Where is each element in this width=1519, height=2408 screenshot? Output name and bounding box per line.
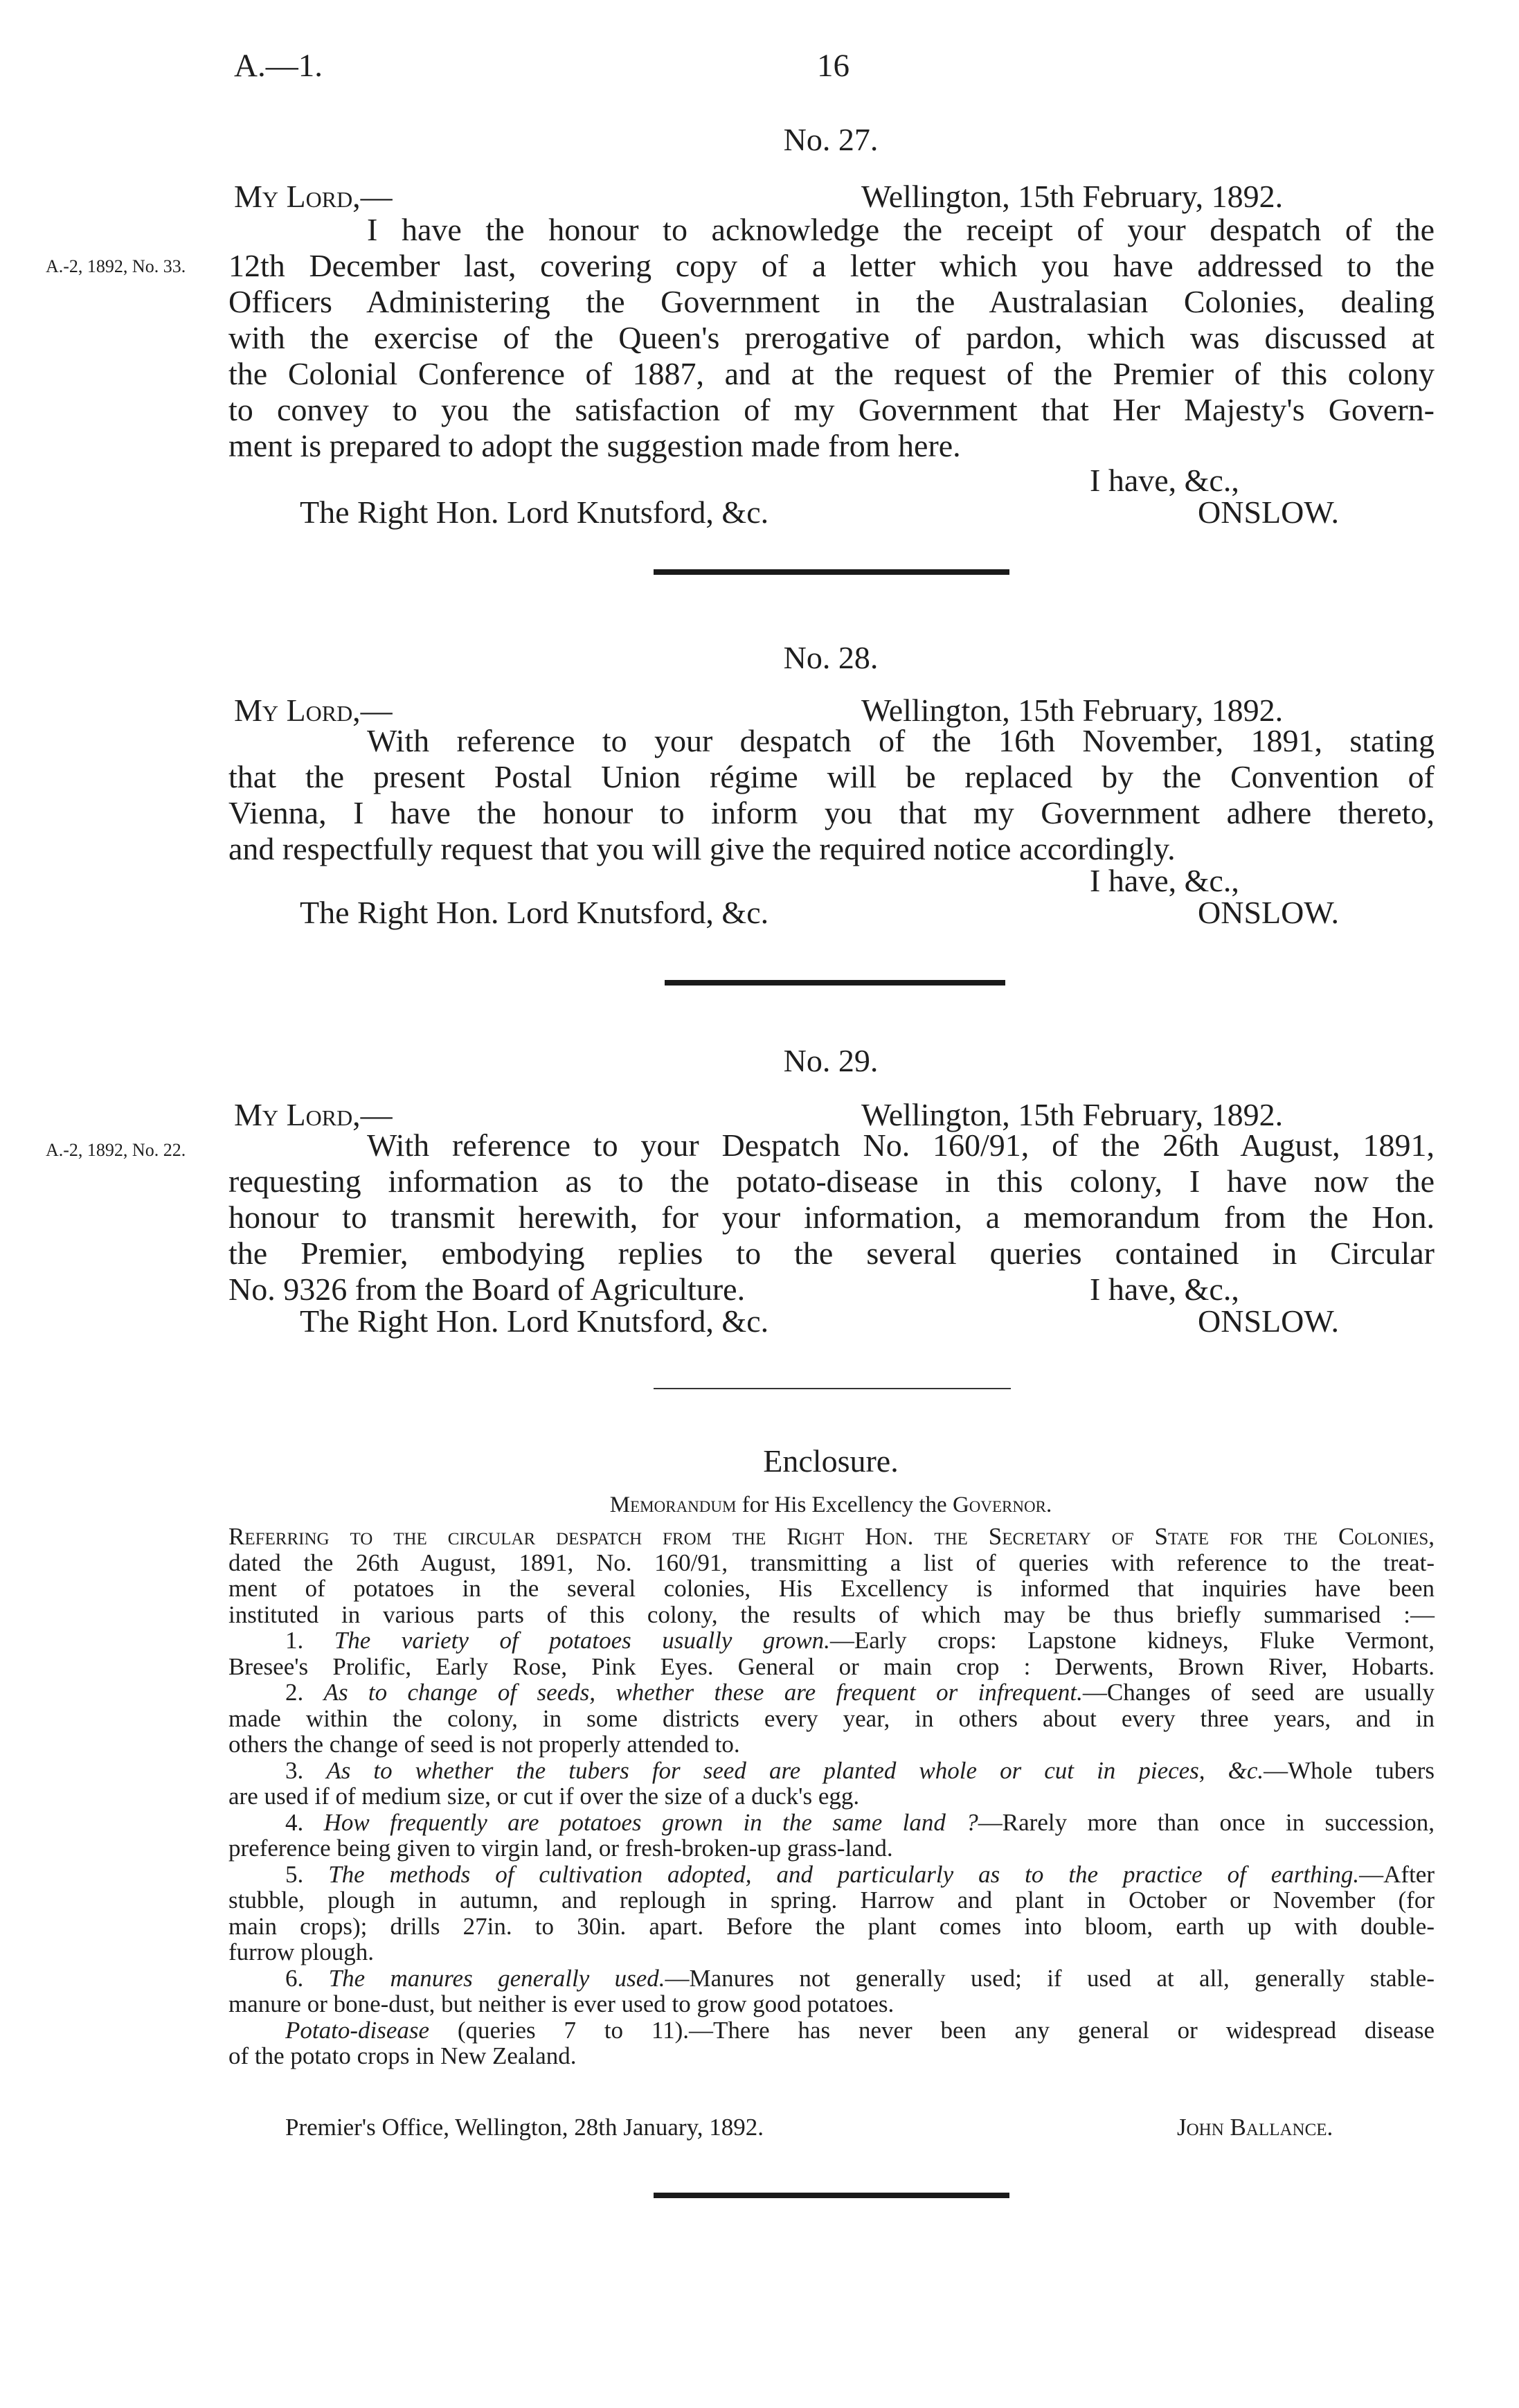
- letter-27-signature: ONSLOW.: [1198, 494, 1340, 530]
- letter-28-line: With reference to your despatch of the 16th November, 1891, stating: [367, 723, 1435, 758]
- item-number: 5.: [285, 1860, 304, 1888]
- letter-29-closing: I have, &c.,: [1090, 1272, 1239, 1307]
- section-divider: [654, 569, 1009, 575]
- memo-item-4: [228, 1810, 1435, 1836]
- letter-29-line: requesting information as to the potato-disease in this colony, I have now the: [228, 1163, 1435, 1199]
- enclosure-title: Enclosure.: [763, 1443, 899, 1479]
- letter-28-body: [228, 723, 1435, 867]
- item-number: 4.: [285, 1808, 304, 1836]
- page-reference: A.—1.: [234, 48, 323, 84]
- letter-27-line: the Colonial Conference of 1887, and at the request of the Premier of this colony: [228, 356, 1435, 391]
- memo-line: are used if of medium size, or cut if over the size of a duck's egg.: [228, 1783, 860, 1810]
- letter-29-line: the Premier, embodying replies to the several queries contained in Circular: [228, 1236, 1435, 1271]
- letter-27-line: Officers Administering the Government in the Australasian Colonies, dealing: [228, 284, 1435, 319]
- letter-29-line: No. 9326 from the Board of Agriculture.: [228, 1272, 746, 1307]
- letter-27-body: [228, 212, 1435, 464]
- memorandum-heading: [346, 1492, 1315, 1518]
- memo-line: made within the colony, in some districts every year, in others about every three years, and in: [228, 1704, 1435, 1732]
- memo-intro-text: Referring to the circular despatch from the Right Hon. the Secretary of State for the Colonies,: [228, 1523, 1435, 1550]
- section-divider: [654, 2193, 1009, 2198]
- letter-28-salutation: My Lord,—: [234, 693, 393, 728]
- letter-27-closing: I have, &c.,: [1090, 463, 1239, 498]
- memo-line: preference being given to virgin land, or fresh-broken-up grass-land.: [228, 1835, 893, 1862]
- letter-28-closing: I have, &c.,: [1090, 863, 1239, 898]
- letter-28-line: Vienna, I have the honour to inform you that my Government adhere thereto,: [228, 795, 1435, 830]
- memo-item-1: [228, 1627, 1435, 1654]
- letter-29-addressee: The Right Hon. Lord Knutsford, &c.: [300, 1303, 769, 1339]
- item-answer: —Changes of seed are usually: [1082, 1679, 1435, 1706]
- memorandum-body: [228, 1524, 1435, 2069]
- memo-line: stubble, plough in autumn, and replough in spring. Harrow and plant in October or November (for: [228, 1887, 1435, 1914]
- memo-item-5: [228, 1862, 1435, 1888]
- letter-27-line: with the exercise of the Queen's prerogative of pardon, which was discussed at: [228, 320, 1435, 355]
- memo-line: others the change of seed is not properly attended to.: [228, 1731, 740, 1758]
- letter-28-line: that the present Postal Union régime will be replaced by the Convention of: [228, 759, 1435, 794]
- letter-28-line: and respectfully request that you will give the required notice accordingly.: [228, 831, 1176, 866]
- page-number: 16: [817, 48, 850, 84]
- memo-line: main crops); drills 27in. to 30in. apart. Before the plant comes into bloom, earth up with double-: [228, 1912, 1435, 1940]
- item-number: 3.: [285, 1756, 304, 1784]
- letter-29-number: No. 29.: [783, 1043, 879, 1078]
- memo-footer-place-date: Premier's Office, Wellington, 28th January, 1892.: [285, 2114, 764, 2141]
- memo-line: instituted in various parts of this colony, the results of which may be thus briefly summarised :—: [228, 1600, 1435, 1628]
- letter-27-number: No. 27.: [783, 122, 879, 157]
- memo-item-6: [228, 1965, 1435, 1992]
- item-answer: —Rarely more than once in succession,: [978, 1808, 1435, 1836]
- letter-29-salutation: My Lord,—: [234, 1097, 393, 1132]
- memorandum-governor: Governor.: [952, 1492, 1052, 1517]
- item-answer: —Manures not generally used; if used at all, generally stable-: [665, 1964, 1435, 1992]
- item-number: 6.: [285, 1964, 304, 1992]
- letter-27-addressee: The Right Hon. Lord Knutsford, &c.: [300, 494, 769, 530]
- memo-line: dated the 26th August, 1891, No. 160/91, transmitting a list of queries with reference to the treat-: [228, 1549, 1435, 1576]
- letter-27-line: to convey to you the satisfaction of my Government that Her Majesty's Govern-: [228, 392, 1435, 427]
- letter-29-body: [228, 1127, 1435, 1308]
- disease-answer: (queries 7 to 11).—There has never been any general or widespread disease: [429, 2016, 1435, 2044]
- memo-line: furrow plough.: [228, 1938, 374, 1965]
- memorandum-for: for His Excellency the: [736, 1492, 953, 1517]
- memo-line: of the potato crops in New Zealand.: [228, 2042, 577, 2069]
- memorandum-label: Memorandum: [609, 1492, 737, 1517]
- item-answer: —After: [1359, 1860, 1435, 1888]
- letter-28-number: No. 28.: [783, 640, 879, 675]
- memo-line: Bresee's Prolific, Early Rose, Pink Eyes. General or main crop : Derwents, Brown River, Hobarts.: [228, 1652, 1435, 1680]
- item-number: 1.: [285, 1627, 304, 1654]
- letter-27-salutation: My Lord,—: [234, 179, 393, 214]
- item-answer: —Whole tubers: [1264, 1756, 1435, 1784]
- letter-29-line: With reference to your Despatch No. 160/91, of the 26th August, 1891,: [367, 1127, 1435, 1163]
- letter-29-signature: ONSLOW.: [1198, 1303, 1340, 1339]
- memo-item-3: [228, 1758, 1435, 1784]
- letter-27-line: ment is prepared to adopt the suggestion made from here.: [228, 428, 961, 463]
- letter-27-place-date: Wellington, 15th February, 1892.: [861, 179, 1284, 214]
- item-question: The methods of cultivation adopted, and particularly as to the practice of earthing.: [328, 1860, 1360, 1888]
- memo-item-2: [228, 1679, 1435, 1706]
- memo-disease: [228, 2017, 1435, 2044]
- letter-28-place-date: Wellington, 15th February, 1892.: [861, 693, 1284, 728]
- letter-27-line: 12th December last, covering copy of a letter which you have addressed to the: [228, 248, 1435, 283]
- item-answer: —Early crops: Lapstone kidneys, Fluke Vermont,: [829, 1627, 1435, 1654]
- letter-29-line: honour to transmit herewith, for your information, a memorandum from the Hon.: [228, 1199, 1435, 1235]
- memo-footer-signature: John Ballance.: [1177, 2114, 1333, 2141]
- letter-28-signature: ONSLOW.: [1198, 895, 1340, 930]
- item-question: As to whether the tubers for seed are planted whole or cut in pieces, &c.: [326, 1756, 1264, 1784]
- letter-27-line: I have the honour to acknowledge the receipt of your despatch of the: [367, 212, 1435, 247]
- disease-question: Potato-disease: [285, 2016, 430, 2044]
- memo-line: ment of potatoes in the several colonies, His Excellency is informed that inquiries have been: [228, 1575, 1435, 1602]
- letter-29-place-date: Wellington, 15th February, 1892.: [861, 1097, 1284, 1132]
- item-question: The variety of potatoes usually grown.: [334, 1627, 830, 1654]
- letter-29-margin-note: A.-2, 1892, No. 22.: [46, 1140, 186, 1160]
- memo-line: manure or bone-dust, but neither is ever used to grow good potatoes.: [228, 1990, 895, 2017]
- letter-27-margin-note: A.-2, 1892, No. 33.: [46, 256, 186, 276]
- item-question: How frequently are potatoes grown in the same land ?: [323, 1808, 978, 1836]
- item-question: As to change of seeds, whether these are frequent or infrequent.: [323, 1679, 1083, 1706]
- item-number: 2.: [285, 1679, 304, 1706]
- memo-line: [228, 1524, 1435, 1550]
- item-question: The manures generally used.: [328, 1964, 665, 1992]
- section-divider: [665, 980, 1005, 986]
- section-divider: [654, 1388, 1011, 1389]
- letter-28-addressee: The Right Hon. Lord Knutsford, &c.: [300, 895, 769, 930]
